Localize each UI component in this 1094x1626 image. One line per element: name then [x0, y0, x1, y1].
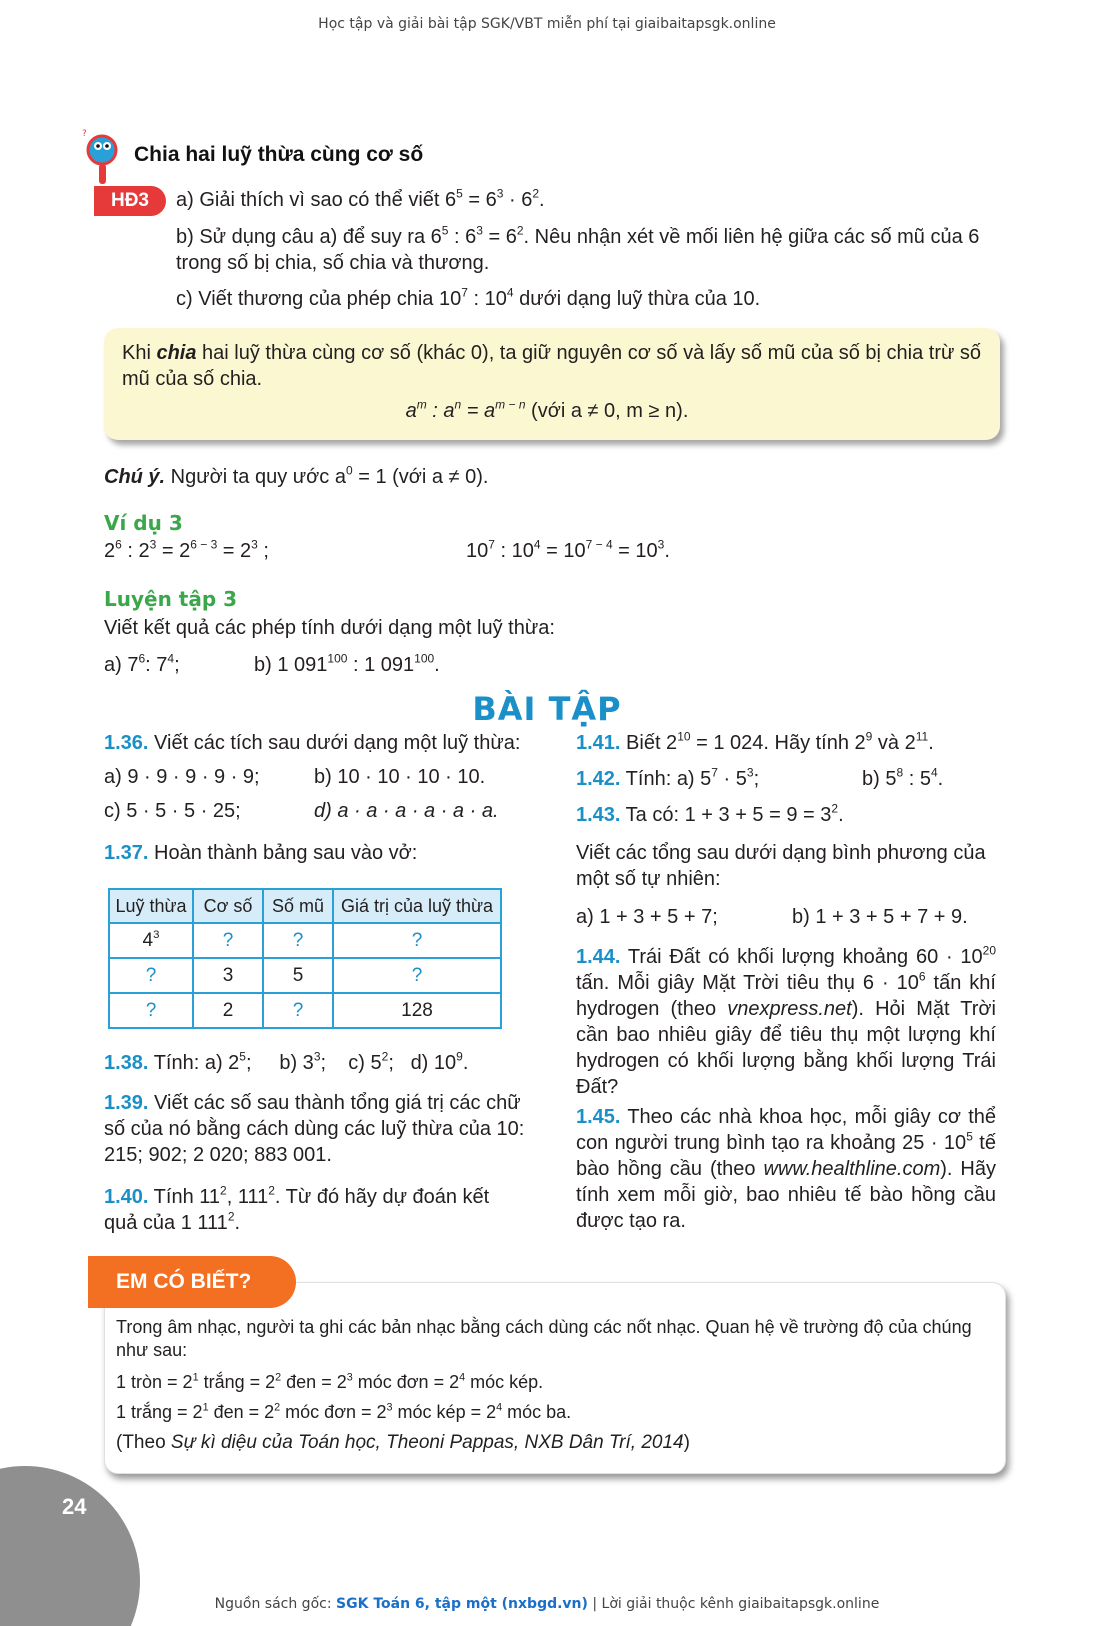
- example-line-2: $10^7$ : $10^4 = 10^{7 - 4} = 10^3$.: [466, 537, 670, 562]
- exercise-1-36-c: c) 5 · 5 · 5 · 25;: [104, 800, 241, 822]
- hd3-part-b: b) Sử dụng câu a) để suy ra $6^5$ : $6^3 = 6^2$. Nêu nhận xét về mối liên hệ giữa các số mũ của 6 trong số bị chia, số chia và thương.: [176, 223, 980, 274]
- table-cell: ?: [263, 993, 333, 1028]
- exercise-1-43-a: a) 1 + 3 + 5 + 7;: [576, 906, 718, 928]
- table-row: [109, 923, 501, 958]
- exercise-1-42: 1.42. Tính: a) $5^7 \cdot 5^3$;: [576, 765, 760, 790]
- hd3-badge: HĐ3: [94, 186, 166, 216]
- page-number: 24: [62, 1494, 87, 1519]
- practice-description: Viết kết quả các phép tính dưới dạng một luỹ thừa:: [104, 617, 555, 639]
- table-header: Luỹ thừa: [109, 889, 193, 923]
- example-heading: Ví dụ 3: [104, 511, 183, 535]
- section-title: Chia hai luỹ thừa cùng cơ số: [134, 143, 424, 166]
- svg-text:?: ?: [82, 129, 87, 139]
- exercise-1-44: 1.44. Trái Đất có khối lượng khoảng $60 \cdot 10^{20}$ tấn. Mỗi giây Mặt Trời tiêu thụ $6 \cdot 10^6$ tấn khí hydrogen (theo vnexpress.net). Hỏi Mặt Trời cần bao nhiêu giây để tiêu thụ một lượng khí hydrogen có khối lượng bằng khối lượng Trái Đất?: [576, 943, 996, 1098]
- exercise-1-39: 1.39. Viết các số sau thành tổng giá trị các chữ số của nó bằng cách dùng các luỹ thừa của 10: 215; 902; 2 020; 883 001.: [104, 1092, 525, 1166]
- footer-source: Nguồn sách gốc: SGK Toán 6, tập một (nxbgd.vn) | Lời giải thuộc kênh giaibaitapsgk.online: [214, 1596, 880, 1612]
- table-cell: 2: [193, 993, 263, 1028]
- rule-text: Khi chia hai luỹ thừa cùng cơ số (khác 0), ta giữ nguyên cơ số và lấy số mũ của số bị chia trừ số mũ của số chia.: [122, 342, 982, 390]
- did-you-know-line-2: 1 trắng = $2^1$ đen = $2^2$ móc đơn = $2^3$ móc kép = $2^4$ móc ba.: [116, 1401, 572, 1422]
- example-line-1: $2^6$ : $2^3 = 2^{6 - 3} = 2^3$ ;: [104, 537, 269, 562]
- exercise-1-43: 1.43. Ta có: $1 + 3 + 5 = 9 = 3^2$.: [576, 801, 844, 826]
- exercise-1-38: 1.38. Tính: a) $2^5$; b) $3^3$; c) $5^2$; d) $10^9$.: [104, 1049, 469, 1074]
- table-header: Số mũ: [263, 889, 333, 923]
- table-cell: ?: [333, 923, 501, 958]
- exercise-1-41: 1.41. Biết $2^{10} = 1$ 024. Hãy tính $2^9$ và $2^{11}$.: [576, 729, 934, 754]
- table-cell: 3: [193, 958, 263, 993]
- practice-heading: Luyện tập 3: [104, 587, 238, 611]
- exercise-1-45: 1.45. Theo các nhà khoa học, mỗi giây cơ thể con người trung bình tạo ra khoảng $25 \cdot 10^5$ tế bào hồng cầu (theo www.healthline.com). Hãy tính xem mỗi giờ, bao nhiêu tế bào hồng cầu được tạo ra.: [576, 1106, 997, 1232]
- table-cell: ?: [109, 993, 193, 1028]
- note: Chú ý. Người ta quy ước $a^0 = 1$ (với a ≠ 0).: [104, 463, 489, 488]
- practice-part-b: b) 1 $091^{100}$ : 1 $091^{100}$.: [254, 651, 440, 676]
- powers-table: [108, 888, 502, 1029]
- exercise-1-40: 1.40. Tính $11^2$, $111^2$. Từ đó hãy dự đoán kết quả của 1 $111^2$.: [104, 1183, 490, 1234]
- exercise-1-43-b: b) 1 + 3 + 5 + 7 + 9.: [792, 906, 968, 928]
- did-you-know-citation: (Theo Sự kì diệu của Toán học, Theoni Pappas, NXB Dân Trí, 2014): [116, 1432, 690, 1453]
- book-link[interactable]: SGK Toán 6, tập một (nxbgd.vn): [336, 1596, 588, 1612]
- table-cell: ?: [333, 958, 501, 993]
- hd3-part-a: a) Giải thích vì sao có thể viết $6^5 = 6^3 \cdot 6^2$.: [176, 186, 545, 211]
- table-cell: 5: [263, 958, 333, 993]
- table-cell: ?: [109, 958, 193, 993]
- top-banner: Học tập và giải bài tập SGK/VBT miễn phí tại giaibaitapsgk.online: [318, 16, 776, 32]
- did-you-know-intro: Trong âm nhạc, người ta ghi các bản nhạc bằng cách dùng các nốt nhạc. Quan hệ về trường độ của chúng như sau:: [116, 1317, 972, 1360]
- table-cell: ?: [193, 923, 263, 958]
- table-header-row: [109, 889, 501, 923]
- table-row: [109, 993, 501, 1028]
- exercise-1-36-b: b) 10 · 10 · 10 · 10.: [314, 766, 486, 788]
- table-cell: ?: [263, 923, 333, 958]
- table-row: [109, 958, 501, 993]
- exercises-title: BÀI TẬP: [472, 690, 622, 728]
- exercise-1-37: 1.37. Hoàn thành bảng sau vào vở:: [104, 842, 418, 864]
- rule-formula: $a^m$ : $a^n = a^{m - n}$ (với a ≠ 0, m ≥ n).: [405, 397, 689, 422]
- practice-part-a: a) $7^6$: $7^4$;: [104, 651, 180, 676]
- hd3-part-c: c) Viết thương của phép chia $10^7$ : $10^4$ dưới dạng luỹ thừa của 10.: [176, 285, 761, 310]
- exercise-1-42-b: b) $5^8$ : $5^4$.: [862, 765, 944, 790]
- table-header: Giá trị của luỹ thừa: [333, 889, 501, 923]
- table-cell: $4^3$: [109, 923, 193, 958]
- did-you-know-line-1: 1 tròn = $2^1$ trắng = $2^2$ đen = $2^3$ móc đơn = $2^4$ móc kép.: [116, 1371, 544, 1392]
- did-you-know-tab: EM CÓ BIẾT?: [88, 1256, 296, 1308]
- exercise-1-36-d: d) a · a · a · a · a · a.: [314, 800, 499, 822]
- magnifier-mascot-icon: [80, 126, 120, 188]
- exercise-1-36: 1.36. Viết các tích sau dưới dạng một luỹ thừa:: [104, 732, 521, 754]
- table-header: Cơ số: [193, 889, 263, 923]
- exercise-1-36-a: a) 9 · 9 · 9 · 9 · 9;: [104, 766, 260, 788]
- exercise-1-43-desc: Viết các tổng sau dưới dạng bình phương của một số tự nhiên:: [576, 842, 986, 890]
- table-cell: 128: [333, 993, 501, 1028]
